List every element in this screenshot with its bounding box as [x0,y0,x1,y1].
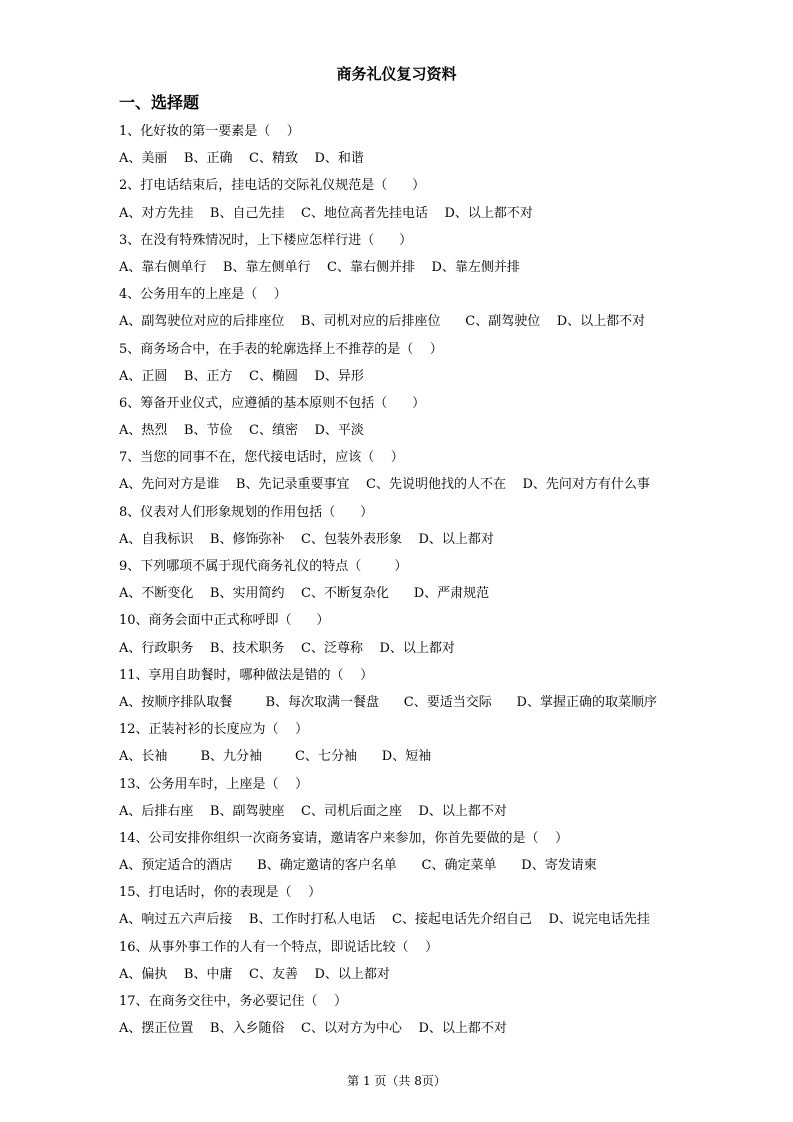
question-stem: 16、从事外事工作的人有一个特点，即说话比较（ ） [119,939,439,955]
question-stem: 2、打电话结束后，挂电话的交际礼仪规范是（ ） [119,178,426,194]
question-options: A、按顺序排队取餐 B、每次取满一餐盘 C、要适当交际 D、掌握正确的取菜顺序 [119,694,657,710]
question-options: A、后排右座 B、副驾驶座 C、司机后面之座 D、以上都不对 [119,803,507,819]
question-options: A、对方先挂 B、自己先挂 C、地位高者先挂电话 D、以上都不对 [119,205,533,221]
question-stem: 8、仪表对人们形象规划的作用包括（ ） [119,504,374,520]
question-options: A、靠右侧单行 B、靠左侧单行 C、靠右侧并排 D、靠左侧并排 [119,259,520,275]
question-options: A、美丽 B、正确 C、精致 D、和谐 [119,151,364,167]
question-stem: 13、公务用车时，上座是（ ） [119,776,309,792]
question-stem: 17、在商务交往中，务必要记住（ ） [119,994,348,1009]
question-stem: 4、公务用车的上座是（ ） [119,287,287,303]
question-options: A、长袖 B、九分袖 C、七分袖 D、短袖 [119,749,432,765]
question-options: A、正圆 B、正方 C、椭圆 D、异形 [119,368,364,384]
question-options: A、响过五六声后接 B、工作时打私人电话 C、接起电话先介绍自己 D、说完电话先挂 [119,912,650,928]
question-stem: 9、下列哪项不属于现代商务礼仪的特点（ ） [119,559,408,574]
section-heading: 一、选择题 [119,93,200,112]
question-stem: 10、商务会面中正式称呼即（ ） [119,613,330,629]
question-options: A、偏执 B、中庸 C、友善 D、以上都对 [119,966,390,982]
question-options: A、副驾驶位对应的后排座位 B、司机对应的后排座位 C、副驾驶位 D、以上都不对 [119,314,646,330]
question-stem: 5、商务场合中，在手表的轮廓选择上不推荐的是（ ） [119,341,443,357]
question-options: A、先问对方是谁 B、先记录重要事宜 C、先说明他找的人不在 D、先问对方有什么事 [119,477,650,493]
question-options: A、自我标识 B、修饰弥补 C、包装外表形象 D、以上都对 [119,531,494,547]
question-stem: 6、筹备开业仪式，应遵循的基本原则不包括（ ） [119,395,426,411]
question-stem: 11、享用自助餐时，哪种做法是错的（ ） [119,667,374,683]
question-options: A、不断变化 B、实用简约 C、不断复杂化 D、严肃规范 [119,586,490,602]
page-footer: 第 1 页（共 8页） [347,1074,446,1088]
question-stem: 7、当您的同事不在，您代接电话时，应该（ ） [119,450,404,466]
question-options: A、摆正位置 B、入乡随俗 C、以对方为中心 D、以上都不对 [119,1021,507,1037]
question-stem: 3、在没有特殊情况时，上下楼应怎样行进（ ） [119,232,413,248]
question-stem: 12、正装衬衫的长度应为（ ） [119,722,309,738]
question-options: A、预定适合的酒店 B、确定邀请的客户名单 C、确定菜单 D、寄发请柬 [119,858,597,874]
question-stem: 15、打电话时，你的表现是（ ） [119,885,322,901]
question-list [119,118,699,1042]
question-stem: 14、公司安排你组织一次商务宴请，邀请客户来参加，你首先要做的是（ ） [119,830,569,846]
question-options: A、热烈 B、节俭 C、缜密 D、平淡 [119,423,364,439]
document-title: 商务礼仪复习资料 [336,65,457,83]
question-stem: 1、化好妆的第一要素是（ ） [119,124,300,139]
question-options: A、行政职务 B、技术职务 C、泛尊称 D、以上都对 [119,640,455,656]
